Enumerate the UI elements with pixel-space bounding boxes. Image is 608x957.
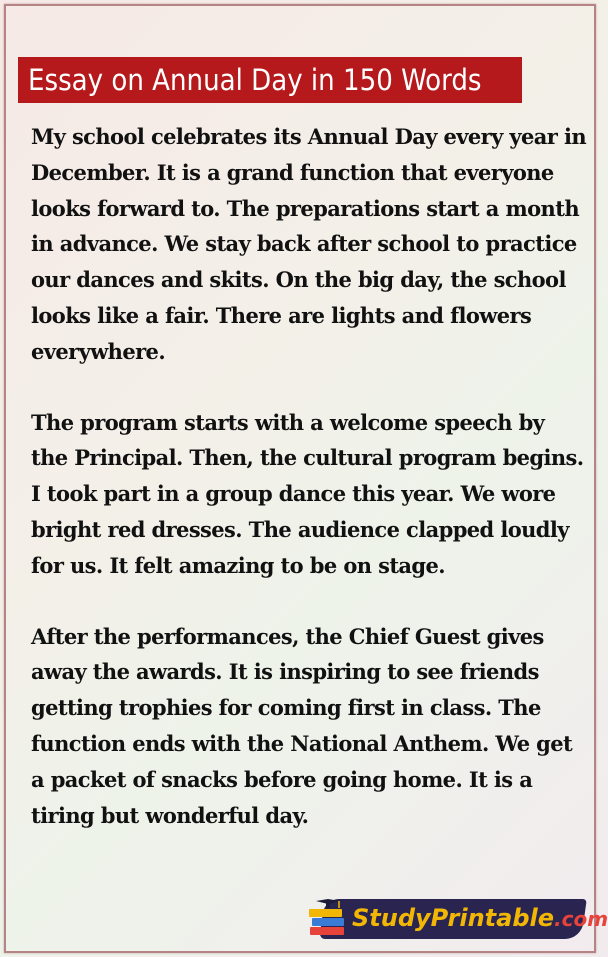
studyprintable-logo bbox=[302, 893, 608, 943]
logo-text-com: .com bbox=[554, 907, 608, 931]
books-icon bbox=[306, 897, 350, 939]
logo-text bbox=[352, 903, 608, 934]
paragraph-3: After the performances, the Chief Guest gives away the awards. It is inspiring to see friends getting trophies for coming first in class. The function ends with the National Anthem. We get a packet of snacks before going home. It is a tiring but wonderful day. bbox=[31, 623, 573, 828]
logo-text-printable: Printable bbox=[430, 904, 555, 932]
essay-title: Essay on Annual Day in 150 Words bbox=[18, 57, 522, 103]
logo-text-study: Study bbox=[352, 904, 431, 932]
essay-body bbox=[31, 119, 586, 868]
paragraph-1: My school celebrates its Annual Day every year in December. It is a grand function that everyone looks forward to. The preparations start a month in advance. We stay back after school to practice our dances and skits. On the big day, the school looks like a fair. There are lights and flowers everywhere. bbox=[31, 124, 587, 364]
paragraph-2: The program starts with a welcome speech by the Principal. Then, the cultural program begins. I took part in a group dance this year. We wore bright red dresses. The audience clapped loudly for us. It felt amazing to be on stage. bbox=[31, 409, 584, 578]
